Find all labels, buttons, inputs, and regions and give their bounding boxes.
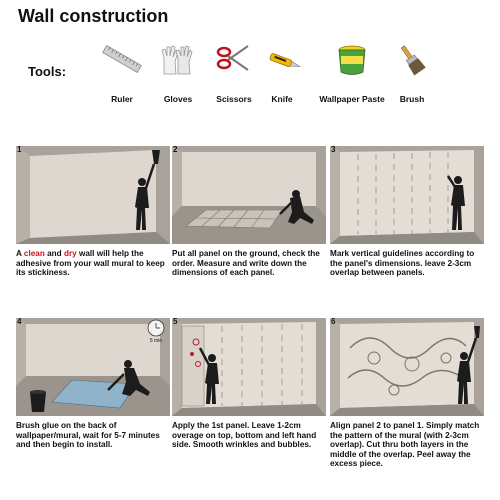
- tool-wallpaper-paste: [319, 42, 385, 104]
- step-2: [172, 146, 326, 278]
- tool-ruler: [100, 42, 144, 104]
- tool-label: Scissors: [216, 94, 252, 104]
- step-4: [16, 318, 170, 450]
- step-text: and: [44, 249, 64, 258]
- tool-label: Gloves: [163, 94, 193, 104]
- step-description: Apply the 1st panel. Leave 1-2cm overage on top, bottom and left hand side. Smooth wrinkles and bubbles.: [172, 421, 317, 450]
- step-5: [172, 318, 326, 450]
- step-1: [16, 146, 170, 278]
- tool-scissors: [214, 42, 254, 104]
- tool-label: Brush: [399, 94, 425, 104]
- step-description: Put all panel on the ground, check the order. Measure and write down the dimensions of each panel.: [172, 249, 320, 278]
- step-illustration: [172, 318, 326, 416]
- page-title: Wall construction: [18, 6, 169, 26]
- step-number: 1: [17, 146, 22, 154]
- step-text: wall will help the adhesive from your wall mural to keep its stickiness.: [16, 249, 165, 278]
- tool-gloves: [158, 42, 198, 104]
- knife-icon: [262, 42, 302, 78]
- step-3: [330, 146, 484, 278]
- tools-heading: Tools:: [28, 64, 67, 79]
- tool-label: Knife: [271, 94, 293, 104]
- step-illustration: [172, 146, 326, 244]
- highlight-clean: clean: [23, 249, 45, 258]
- brush-icon: [392, 42, 432, 78]
- step-number: 2: [173, 146, 178, 154]
- tool-brush: [392, 42, 432, 104]
- highlight-dry: dry: [63, 249, 77, 258]
- step-description: Mark vertical guidelines according to the panel's dimensions. leave 2-3cm overlap between panels.: [330, 249, 475, 278]
- step-illustration: [16, 318, 170, 416]
- tool-label: Ruler: [111, 94, 133, 104]
- tool-label: Wallpaper Paste: [319, 94, 385, 104]
- tool-knife: [262, 42, 302, 104]
- step-illustration: [16, 146, 170, 244]
- step-number: 6: [331, 318, 336, 326]
- step-number: 3: [331, 146, 336, 154]
- paste-bucket-icon: [332, 42, 372, 78]
- step-text: A: [16, 249, 24, 258]
- step-6: [330, 318, 484, 469]
- step-description: Align panel 2 to panel 1. Simply match the pattern of the mural (with 2-3cm overlap). Cut thru both layers in the middle of the overlap. Peel away the excess piece.: [330, 421, 480, 469]
- step-description: [16, 249, 170, 278]
- gloves-icon: [158, 42, 198, 78]
- step-number: 4: [17, 318, 22, 326]
- step-illustration: [330, 146, 484, 244]
- step-illustration: [330, 318, 484, 416]
- step-description: Brush glue on the back of wallpaper/mural, wait for 5-7 minutes and then begin to install.: [16, 421, 160, 450]
- timer-badge: 5 min: [149, 338, 163, 344]
- ruler-icon: [100, 42, 144, 76]
- scissors-icon: [214, 42, 254, 78]
- step-number: 5: [173, 318, 178, 326]
